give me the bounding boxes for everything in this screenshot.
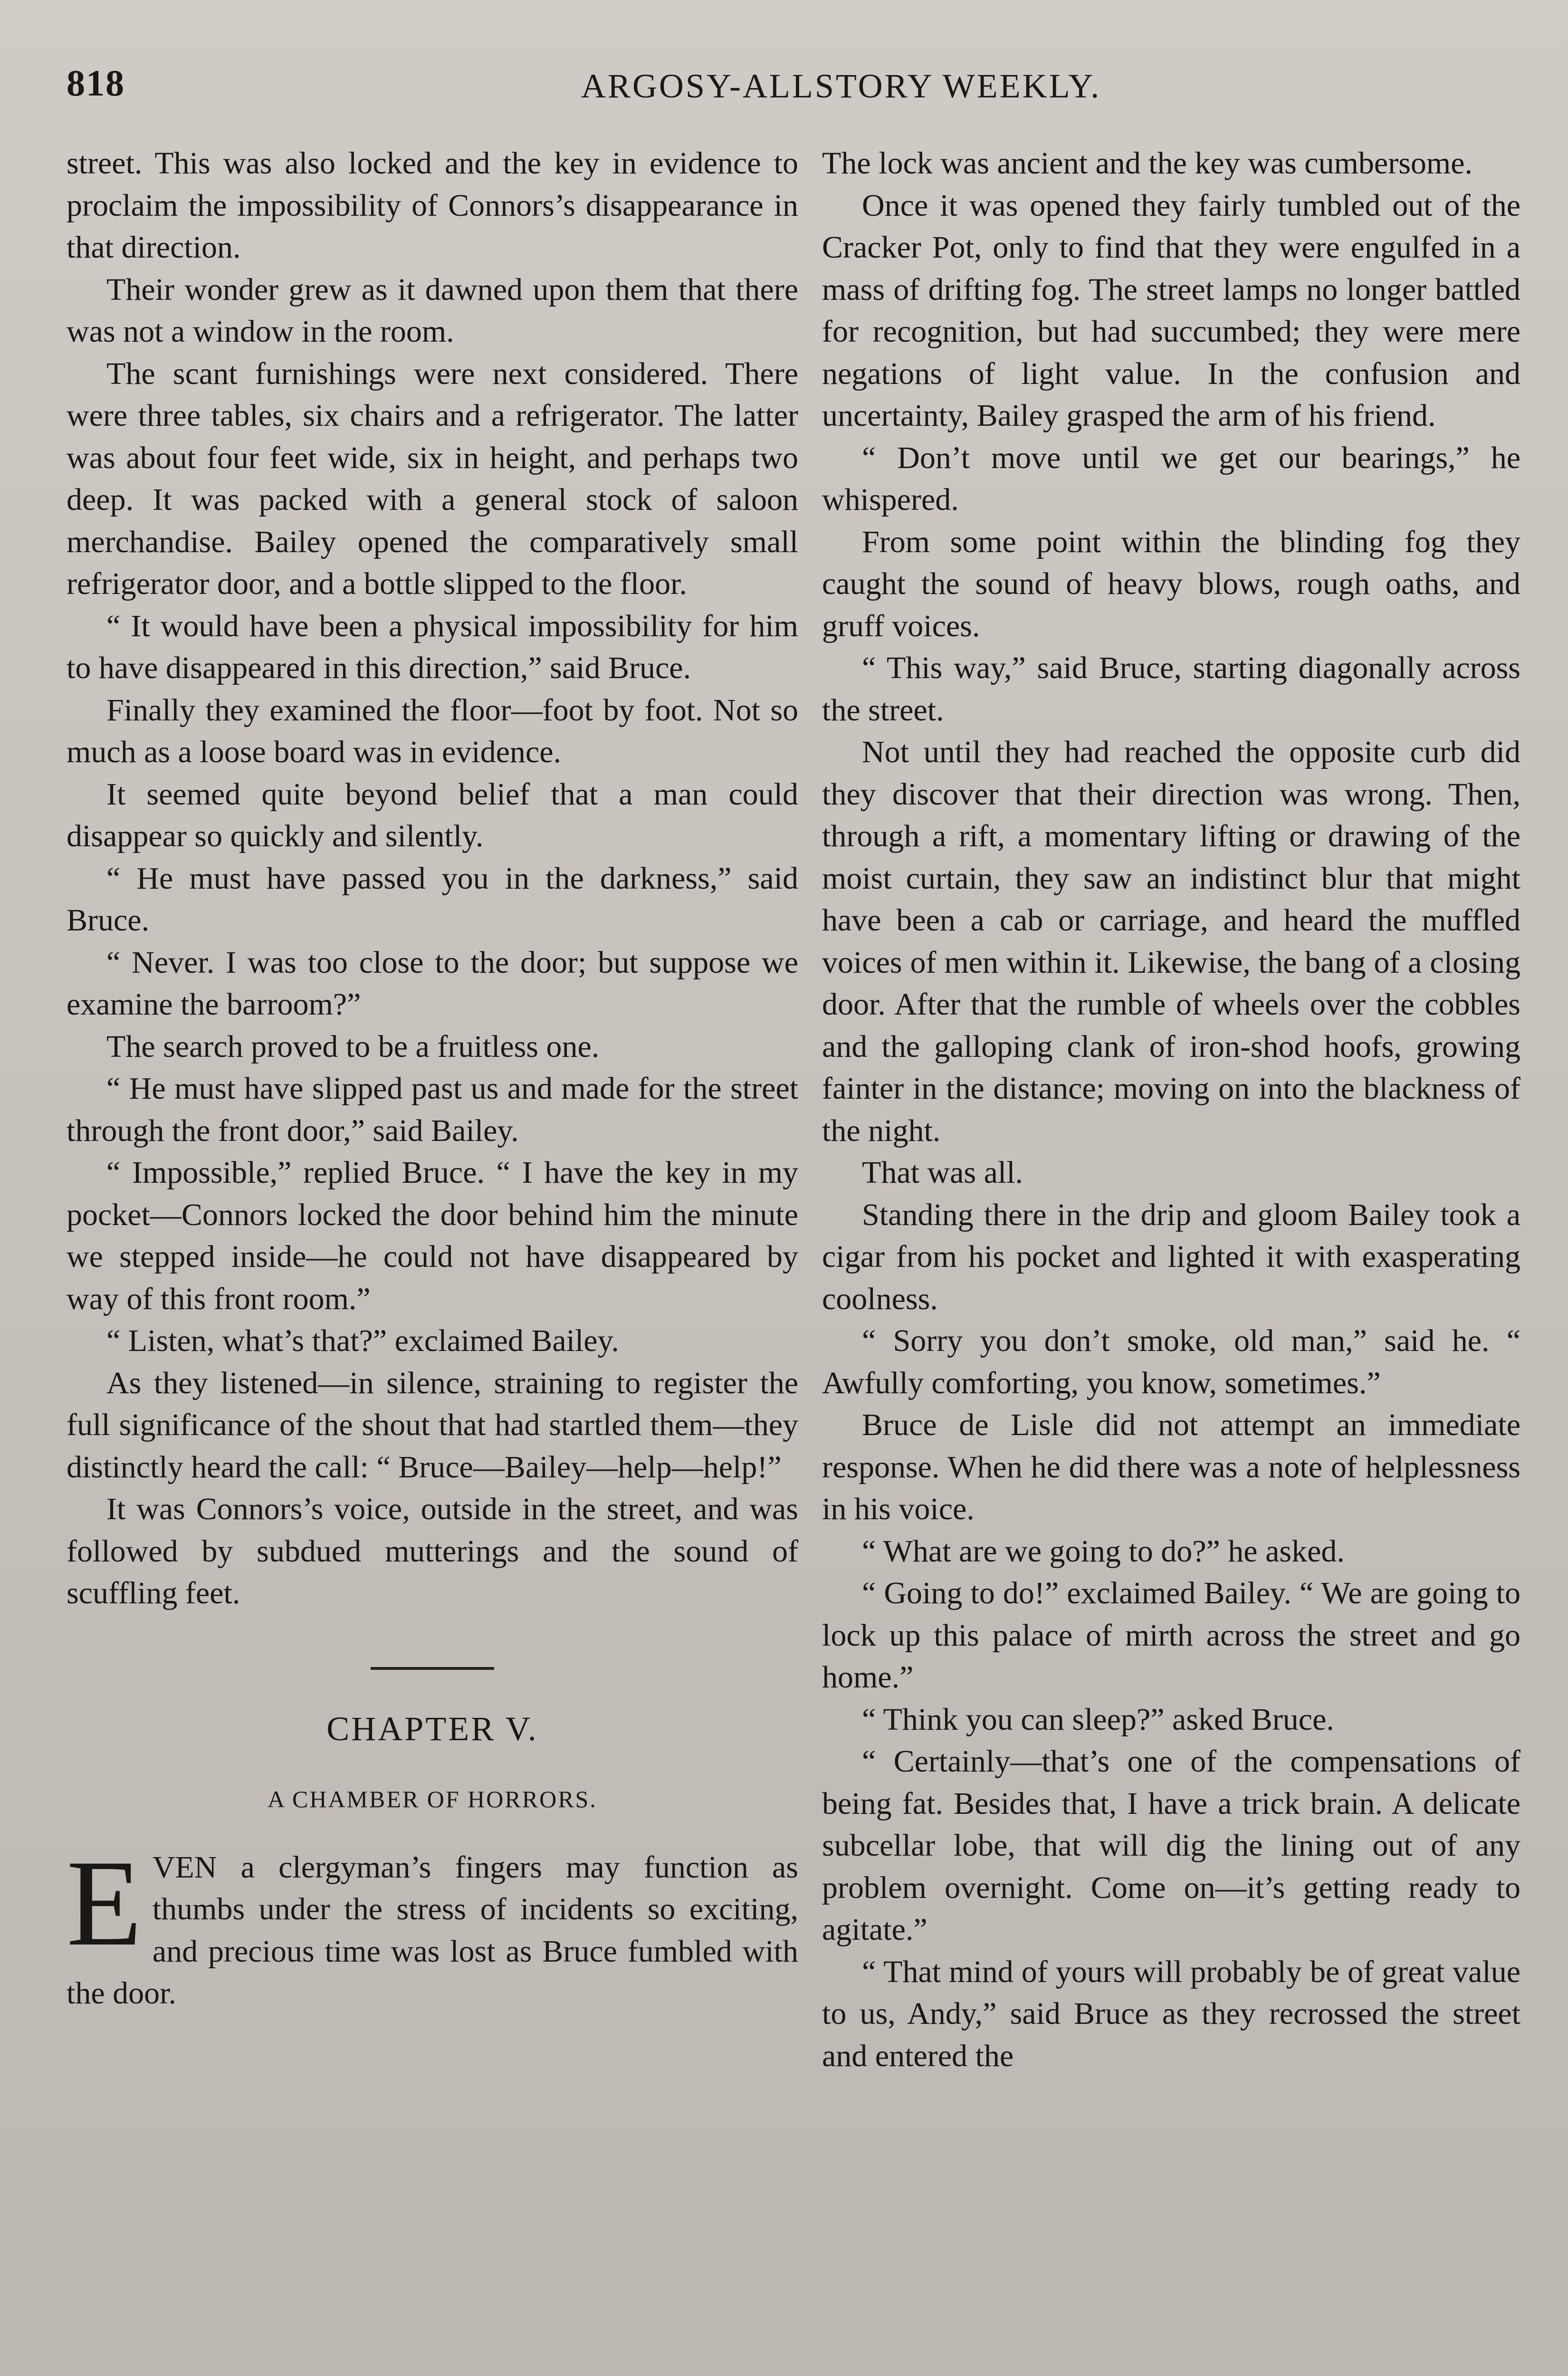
left-column [67, 143, 798, 2015]
paragraph: Once it was opened they fairly tumbled out of the Cracker Pot, only to find that they were engulfed in a mass of drifting fog. The street lamps no longer battled for recognition, but had succumbed; they were mere negations of light value. In the confusion and uncertainty, Bailey grasped the arm of his friend. [822, 188, 1520, 433]
chapter-subtitle: A CHAMBER OF HORRORS. [268, 1786, 597, 1812]
chapter-title: CHAPTER V. [326, 1709, 538, 1748]
paragraph: Standing there in the drip and gloom Bailey took a cigar from his pocket and lighted it with exasperating coolness. [822, 1197, 1520, 1316]
drop-cap: E [67, 1834, 142, 1972]
paragraph: “ That mind of yours will probably be of great value to us, Andy,” said Bruce as they recrossed the street and entered the [822, 1954, 1520, 2073]
paragraph: As they listened—in silence, straining to register the full significance of the shout that had startled them—they distinctly heard the call: “ Bruce—Bailey—help—help!” [67, 1365, 798, 1485]
paragraph: Not until they had reached the opposite curb did they discover that their direction was wrong. Then, through a rift, a momentary lifting or drawing of the moist curtain, they saw an indistinct blur that might have been a cab or carriage, and heard the muffled voices of men within it. Likewise, the bang of a closing door. After that the rumble of wheels over the cobbles and the galloping clank of iron-shod hoofs, growing fainter in the distance; moving on into the blackness of the night. [822, 735, 1520, 1148]
paragraph: Their wonder grew as it dawned upon them that there was not a window in the room. [67, 272, 798, 349]
paragraph: “ He must have passed you in the darkness,” said Bruce. [67, 861, 798, 938]
chapter-opening-paragraph [67, 1834, 798, 2015]
page-header [67, 62, 1501, 119]
page-number: 818 [67, 62, 125, 104]
paragraph: The lock was ancient and the key was cumbersome. [822, 146, 1473, 181]
paragraph: It seemed quite beyond belief that a man could disappear so quickly and silently. [67, 776, 798, 853]
paragraph: “ Going to do!” exclaimed Bailey. “ We are going to lock up this palace of mirth across the street and go home.” [822, 1576, 1520, 1695]
running-head: ARGOSY-ALLSTORY WEEKLY. [581, 67, 1101, 105]
paragraph: The scant furnishings were next considered. There were three tables, six chairs and a refrigerator. The latter was about four feet wide, six in height, and perhaps two deep. It was packed with a general stock of saloon merchandise. Bailey opened the comparatively small refrigerator door, and a bottle slipped to the floor. [67, 356, 798, 601]
paragraph: The search proved to be a fruitless one. [106, 1029, 600, 1064]
right-column [822, 143, 1520, 2077]
chapter-opening-text: VEN a clergyman’s fingers may function as thumbs under the stress of incidents so exciting, and precious time was lost as Bruce fumbled with the door. [67, 1849, 798, 2011]
paragraph: “ Certainly—that’s one of the compensations of being fat. Besides that, I have a trick brain. A delicate subcellar lobe, that will dig the lining out of any problem overnight. Come on—it’s getting ready to agitate.” [822, 1744, 1520, 1947]
paragraph: “ It would have been a physical impossibility for him to have disappeared in this direction,” said Bruce. [67, 608, 798, 685]
paragraph: That was all. [862, 1155, 1023, 1190]
paragraph: “ Never. I was too close to the door; but suppose we examine the barroom?” [67, 945, 798, 1022]
paragraph: “ Don’t move until we get our bearings,” he whispered. [822, 440, 1520, 517]
paragraph: “ Impossible,” replied Bruce. “ I have the key in my pocket—Connors locked the door behind him the minute we stepped inside—he could not have disappeared by way of this front room.” [67, 1155, 798, 1316]
paragraph: “ Think you can sleep?” asked Bruce. [862, 1702, 1334, 1737]
paragraph: Bruce de Lisle did not attempt an immediate response. When he did there was a note of helplessness in his voice. [822, 1408, 1520, 1526]
paragraph: “ This way,” said Bruce, starting diagonally across the street. [822, 651, 1520, 728]
section-divider [371, 1667, 494, 1670]
paragraph: Finally they examined the floor—foot by foot. Not so much as a loose board was in evidence. [67, 692, 798, 769]
paragraph: From some point within the blinding fog they caught the sound of heavy blows, rough oaths, and gruff voices. [822, 524, 1520, 643]
paragraph: street. This was also locked and the key in evidence to proclaim the impossibility of Connors’s disappearance in that direction. [67, 146, 798, 265]
paragraph: “ Listen, what’s that?” exclaimed Bailey. [106, 1323, 619, 1358]
paragraph: It was Connors’s voice, outside in the street, and was followed by subdued mutterings and the sound of scuffling feet. [67, 1492, 798, 1610]
paragraph: “ Sorry you don’t smoke, old man,” said he. “ Awfully comforting, you know, sometimes.” [822, 1323, 1520, 1400]
paragraph: “ What are we going to do?” he asked. [862, 1533, 1345, 1569]
paragraph: “ He must have slipped past us and made for the street through the front door,” said Bailey. [67, 1071, 798, 1148]
